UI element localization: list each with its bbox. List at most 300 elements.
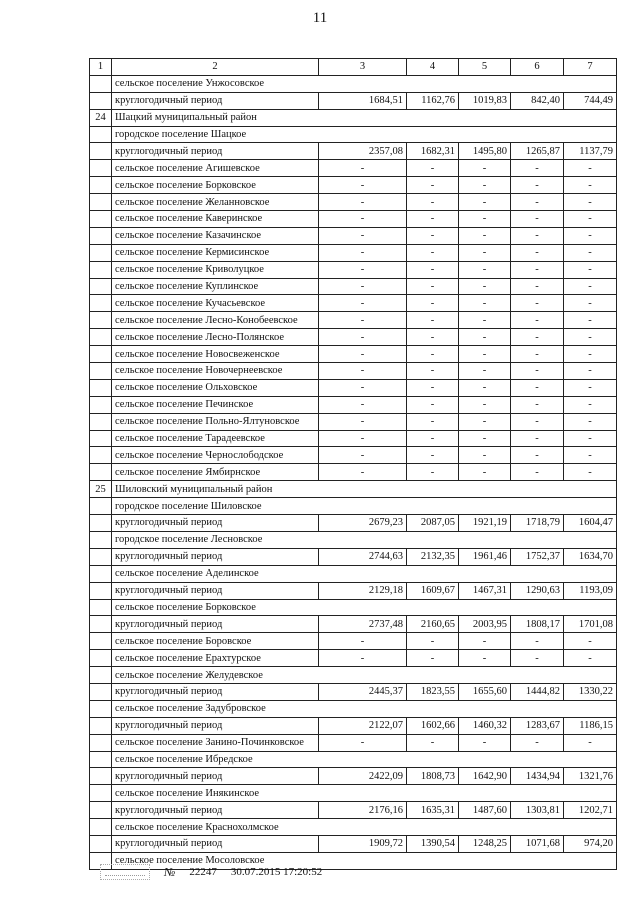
value-cell: - <box>511 177 564 194</box>
value-cell: 1718,79 <box>511 515 564 532</box>
value-cell: - <box>511 650 564 667</box>
value-cell: - <box>407 312 459 329</box>
settlement-name: сельское поселение Ольховское <box>112 379 319 396</box>
value-cell: - <box>407 227 459 244</box>
value-cell: - <box>407 363 459 380</box>
registration-number: 22247 <box>189 866 217 878</box>
table-row <box>90 616 617 633</box>
row-index <box>90 616 112 633</box>
value-cell: 1635,31 <box>407 802 459 819</box>
value-cell: - <box>564 430 617 447</box>
value-cell: 2087,05 <box>407 515 459 532</box>
table-row <box>90 379 617 396</box>
value-cell: 1701,08 <box>564 616 617 633</box>
registration-timestamp: 30.07.2015 17:20:52 <box>230 866 323 878</box>
value-cell: 1460,32 <box>459 717 511 734</box>
value-cell: - <box>459 413 511 430</box>
settlement-name: сельское поселение Лесно-Полянское <box>112 329 319 346</box>
value-cell: - <box>407 295 459 312</box>
value-cell: 2679,23 <box>319 515 407 532</box>
row-index <box>90 126 112 143</box>
value-cell: 2357,08 <box>319 143 407 160</box>
registration-stamp-icon <box>100 864 150 880</box>
value-cell: - <box>319 244 407 261</box>
table-row <box>90 835 617 852</box>
row-index <box>90 650 112 667</box>
table-row <box>90 548 617 565</box>
settlement-name: сельское поселение Кучасьевское <box>112 295 319 312</box>
value-cell: - <box>511 211 564 228</box>
value-cell: - <box>564 413 617 430</box>
value-cell: 2744,63 <box>319 548 407 565</box>
settlement-name: сельское поселение Задубровское <box>112 700 617 717</box>
settlement-name: сельское поселение Борковское <box>112 177 319 194</box>
value-cell: - <box>459 430 511 447</box>
table-row <box>90 447 617 464</box>
value-cell: - <box>407 211 459 228</box>
table-row <box>90 667 617 684</box>
value-cell: 1444,82 <box>511 683 564 700</box>
table-row <box>90 464 617 481</box>
value-cell: 1909,72 <box>319 835 407 852</box>
value-cell: 1162,76 <box>407 92 459 109</box>
value-cell: - <box>319 194 407 211</box>
table-row <box>90 700 617 717</box>
value-cell: - <box>407 379 459 396</box>
table-row <box>90 430 617 447</box>
row-index <box>90 717 112 734</box>
settlement-name: городское поселение Шиловское <box>112 498 617 515</box>
row-index <box>90 802 112 819</box>
value-cell: - <box>407 734 459 751</box>
period-label: круглогодичный период <box>112 802 319 819</box>
row-index <box>90 515 112 532</box>
value-cell: - <box>319 650 407 667</box>
settlement-name: сельское поселение Унжосовское <box>112 75 617 92</box>
table-row <box>90 244 617 261</box>
settlement-name: сельское поселение Мосоловское <box>112 852 617 869</box>
value-cell: 1609,67 <box>407 582 459 599</box>
row-index <box>90 75 112 92</box>
value-cell: - <box>459 261 511 278</box>
row-index <box>90 379 112 396</box>
value-cell: - <box>407 160 459 177</box>
period-label: круглогодичный период <box>112 768 319 785</box>
row-index <box>90 464 112 481</box>
table-row <box>90 143 617 160</box>
table-row <box>90 683 617 700</box>
value-cell: 1684,51 <box>319 92 407 109</box>
value-cell: 1303,81 <box>511 802 564 819</box>
period-label: круглогодичный период <box>112 616 319 633</box>
row-index: 25 <box>90 481 112 498</box>
value-cell: - <box>511 244 564 261</box>
settlement-name: сельское поселение Новосвеженское <box>112 346 319 363</box>
row-index <box>90 447 112 464</box>
value-cell: - <box>511 227 564 244</box>
value-cell: - <box>407 396 459 413</box>
row-index <box>90 734 112 751</box>
table-row <box>90 211 617 228</box>
value-cell: - <box>407 329 459 346</box>
row-index <box>90 498 112 515</box>
row-index <box>90 396 112 413</box>
value-cell: - <box>319 346 407 363</box>
value-cell: 2129,18 <box>319 582 407 599</box>
value-cell: 2160,65 <box>407 616 459 633</box>
value-cell: - <box>319 363 407 380</box>
table-row <box>90 75 617 92</box>
value-cell: 1921,19 <box>459 515 511 532</box>
row-index <box>90 548 112 565</box>
table-row <box>90 515 617 532</box>
value-cell: 1330,22 <box>564 683 617 700</box>
document-footer <box>100 864 322 880</box>
value-cell: 1137,79 <box>564 143 617 160</box>
row-index <box>90 785 112 802</box>
settlement-name: сельское поселение Краснохолмское <box>112 819 617 836</box>
value-cell: 1202,71 <box>564 802 617 819</box>
value-cell: - <box>319 211 407 228</box>
value-cell: - <box>511 346 564 363</box>
value-cell: 2737,48 <box>319 616 407 633</box>
value-cell: - <box>564 244 617 261</box>
value-cell: 1604,47 <box>564 515 617 532</box>
value-cell: - <box>564 278 617 295</box>
value-cell: 1642,90 <box>459 768 511 785</box>
value-cell: - <box>459 227 511 244</box>
value-cell: - <box>564 227 617 244</box>
row-index <box>90 177 112 194</box>
district-name: Шиловский муниципальный район <box>112 481 617 498</box>
value-cell: - <box>564 379 617 396</box>
value-cell: 1186,15 <box>564 717 617 734</box>
value-cell: - <box>319 633 407 650</box>
column-header: 3 <box>319 59 407 76</box>
period-label: круглогодичный период <box>112 683 319 700</box>
table-row <box>90 751 617 768</box>
column-header: 6 <box>511 59 564 76</box>
period-label: круглогодичный период <box>112 582 319 599</box>
settlement-name: сельское поселение Каверинское <box>112 211 319 228</box>
settlement-name: сельское поселение Желудевское <box>112 667 617 684</box>
value-cell: 1752,37 <box>511 548 564 565</box>
row-index <box>90 346 112 363</box>
value-cell: - <box>459 464 511 481</box>
value-cell: - <box>319 464 407 481</box>
table-row <box>90 768 617 785</box>
value-cell: 744,49 <box>564 92 617 109</box>
value-cell: 1019,83 <box>459 92 511 109</box>
table-row <box>90 531 617 548</box>
table-row <box>90 329 617 346</box>
settlement-name: сельское поселение Кермисинское <box>112 244 319 261</box>
table-body <box>90 75 617 869</box>
settlement-name: сельское поселение Казачинское <box>112 227 319 244</box>
value-cell: - <box>459 346 511 363</box>
period-label: круглогодичный период <box>112 92 319 109</box>
value-cell: - <box>564 650 617 667</box>
table-row <box>90 802 617 819</box>
row-index <box>90 683 112 700</box>
value-cell: 1808,73 <box>407 768 459 785</box>
value-cell: 1283,67 <box>511 717 564 734</box>
value-cell: - <box>564 464 617 481</box>
value-cell: - <box>564 211 617 228</box>
settlement-name: городское поселение Лесновское <box>112 531 617 548</box>
value-cell: 2132,35 <box>407 548 459 565</box>
value-cell: 1467,31 <box>459 582 511 599</box>
value-cell: - <box>511 447 564 464</box>
table-row <box>90 92 617 109</box>
value-cell: - <box>511 363 564 380</box>
value-cell: 1823,55 <box>407 683 459 700</box>
value-cell: - <box>319 379 407 396</box>
table-row <box>90 565 617 582</box>
settlement-name: сельское поселение Чернослободское <box>112 447 319 464</box>
table-row <box>90 363 617 380</box>
value-cell: 2422,09 <box>319 768 407 785</box>
value-cell: - <box>511 160 564 177</box>
table-row <box>90 312 617 329</box>
value-cell: 1290,63 <box>511 582 564 599</box>
settlement-name: сельское поселение Аделинское <box>112 565 617 582</box>
value-cell: - <box>511 295 564 312</box>
row-index <box>90 211 112 228</box>
value-cell: 1495,80 <box>459 143 511 160</box>
settlement-name: сельское поселение Боровское <box>112 633 319 650</box>
value-cell: 1071,68 <box>511 835 564 852</box>
column-header: 5 <box>459 59 511 76</box>
value-cell: 1248,25 <box>459 835 511 852</box>
value-cell: - <box>459 312 511 329</box>
value-cell: 2176,16 <box>319 802 407 819</box>
table-row <box>90 481 617 498</box>
value-cell: - <box>407 244 459 261</box>
value-cell: 1634,70 <box>564 548 617 565</box>
district-name: Шацкий муниципальный район <box>112 109 617 126</box>
settlement-name: городское поселение Шацкое <box>112 126 617 143</box>
row-index <box>90 819 112 836</box>
settlement-name: сельское поселение Куплинское <box>112 278 319 295</box>
row-index <box>90 244 112 261</box>
value-cell: - <box>564 346 617 363</box>
value-cell: - <box>511 464 564 481</box>
row-index <box>90 751 112 768</box>
tariff-table <box>89 58 617 870</box>
value-cell: - <box>564 447 617 464</box>
value-cell: - <box>407 413 459 430</box>
value-cell: - <box>511 633 564 650</box>
table-row <box>90 633 617 650</box>
value-cell: - <box>564 363 617 380</box>
value-cell: - <box>319 413 407 430</box>
value-cell: 1655,60 <box>459 683 511 700</box>
value-cell: - <box>407 194 459 211</box>
row-index <box>90 227 112 244</box>
value-cell: - <box>459 278 511 295</box>
row-index <box>90 413 112 430</box>
row-index <box>90 143 112 160</box>
value-cell: - <box>564 633 617 650</box>
table-row <box>90 227 617 244</box>
value-cell: - <box>319 278 407 295</box>
value-cell: - <box>319 227 407 244</box>
table-row <box>90 396 617 413</box>
value-cell: - <box>319 177 407 194</box>
value-cell: - <box>319 312 407 329</box>
value-cell: - <box>319 734 407 751</box>
row-index <box>90 92 112 109</box>
row-index: 24 <box>90 109 112 126</box>
settlement-name: сельское поселение Инякинское <box>112 785 617 802</box>
value-cell: - <box>407 278 459 295</box>
value-cell: - <box>459 734 511 751</box>
value-cell: - <box>459 244 511 261</box>
value-cell: - <box>319 329 407 346</box>
value-cell: - <box>407 650 459 667</box>
value-cell: 842,40 <box>511 92 564 109</box>
settlement-name: сельское поселение Ибредское <box>112 751 617 768</box>
row-index <box>90 633 112 650</box>
row-index <box>90 295 112 312</box>
settlement-name: сельское поселение Ямбирнское <box>112 464 319 481</box>
table-row <box>90 717 617 734</box>
number-sign: № <box>164 864 176 879</box>
value-cell: 1265,87 <box>511 143 564 160</box>
value-cell: 1487,60 <box>459 802 511 819</box>
value-cell: - <box>511 413 564 430</box>
row-index <box>90 768 112 785</box>
value-cell: - <box>564 177 617 194</box>
value-cell: 1682,31 <box>407 143 459 160</box>
value-cell: - <box>459 447 511 464</box>
settlement-name: сельское поселение Криволуцкое <box>112 261 319 278</box>
value-cell: - <box>511 430 564 447</box>
period-label: круглогодичный период <box>112 515 319 532</box>
settlement-name: сельское поселение Ерахтурское <box>112 650 319 667</box>
value-cell: - <box>407 447 459 464</box>
value-cell: - <box>319 295 407 312</box>
value-cell: - <box>407 633 459 650</box>
table-row <box>90 177 617 194</box>
period-label: круглогодичный период <box>112 717 319 734</box>
value-cell: - <box>459 194 511 211</box>
value-cell: - <box>459 160 511 177</box>
row-index <box>90 329 112 346</box>
row-index <box>90 261 112 278</box>
value-cell: - <box>564 261 617 278</box>
value-cell: - <box>319 396 407 413</box>
value-cell: 1961,46 <box>459 548 511 565</box>
value-cell: - <box>459 329 511 346</box>
period-label: круглогодичный период <box>112 143 319 160</box>
value-cell: - <box>564 194 617 211</box>
value-cell: - <box>319 160 407 177</box>
row-index <box>90 160 112 177</box>
row-index <box>90 194 112 211</box>
value-cell: - <box>407 177 459 194</box>
value-cell: - <box>407 464 459 481</box>
value-cell: - <box>459 633 511 650</box>
table-row <box>90 413 617 430</box>
value-cell: - <box>459 379 511 396</box>
row-index <box>90 363 112 380</box>
value-cell: - <box>511 194 564 211</box>
value-cell: 2003,95 <box>459 616 511 633</box>
settlement-name: сельское поселение Агишевское <box>112 160 319 177</box>
value-cell: - <box>564 160 617 177</box>
value-cell: - <box>511 278 564 295</box>
value-cell: - <box>407 346 459 363</box>
value-cell: - <box>564 312 617 329</box>
settlement-name: сельское поселение Занино-Починковское <box>112 734 319 751</box>
table-header-row <box>90 59 617 76</box>
column-header: 2 <box>112 59 319 76</box>
settlement-name: сельское поселение Новочернеевское <box>112 363 319 380</box>
period-label: круглогодичный период <box>112 548 319 565</box>
table-row <box>90 194 617 211</box>
settlement-name: сельское поселение Тарадеевское <box>112 430 319 447</box>
value-cell: - <box>564 396 617 413</box>
value-cell: - <box>459 177 511 194</box>
table-row <box>90 109 617 126</box>
value-cell: - <box>511 396 564 413</box>
value-cell: 2122,07 <box>319 717 407 734</box>
value-cell: 1193,09 <box>564 582 617 599</box>
value-cell: - <box>511 261 564 278</box>
row-index <box>90 667 112 684</box>
value-cell: 2445,37 <box>319 683 407 700</box>
table-row <box>90 346 617 363</box>
row-index <box>90 430 112 447</box>
table-row <box>90 278 617 295</box>
row-index <box>90 582 112 599</box>
value-cell: - <box>319 261 407 278</box>
value-cell: - <box>407 430 459 447</box>
value-cell: - <box>511 312 564 329</box>
table-row <box>90 650 617 667</box>
row-index <box>90 531 112 548</box>
row-index <box>90 565 112 582</box>
value-cell: - <box>319 430 407 447</box>
value-cell: 1390,54 <box>407 835 459 852</box>
settlement-name: сельское поселение Печинское <box>112 396 319 413</box>
value-cell: - <box>319 447 407 464</box>
value-cell: - <box>564 734 617 751</box>
row-index <box>90 599 112 616</box>
page-number: 11 <box>312 10 328 26</box>
row-index <box>90 312 112 329</box>
value-cell: - <box>459 363 511 380</box>
value-cell: - <box>511 329 564 346</box>
table-row <box>90 498 617 515</box>
value-cell: - <box>564 329 617 346</box>
settlement-name: сельское поселение Борковское <box>112 599 617 616</box>
column-header: 1 <box>90 59 112 76</box>
table-row <box>90 599 617 616</box>
settlement-name: сельское поселение Лесно-Конобеевское <box>112 312 319 329</box>
table-row <box>90 819 617 836</box>
value-cell: 1602,66 <box>407 717 459 734</box>
table-row <box>90 582 617 599</box>
period-label: круглогодичный период <box>112 835 319 852</box>
value-cell: - <box>407 261 459 278</box>
settlement-name: сельское поселение Желанновское <box>112 194 319 211</box>
table-row <box>90 734 617 751</box>
table-row <box>90 261 617 278</box>
value-cell: - <box>511 379 564 396</box>
